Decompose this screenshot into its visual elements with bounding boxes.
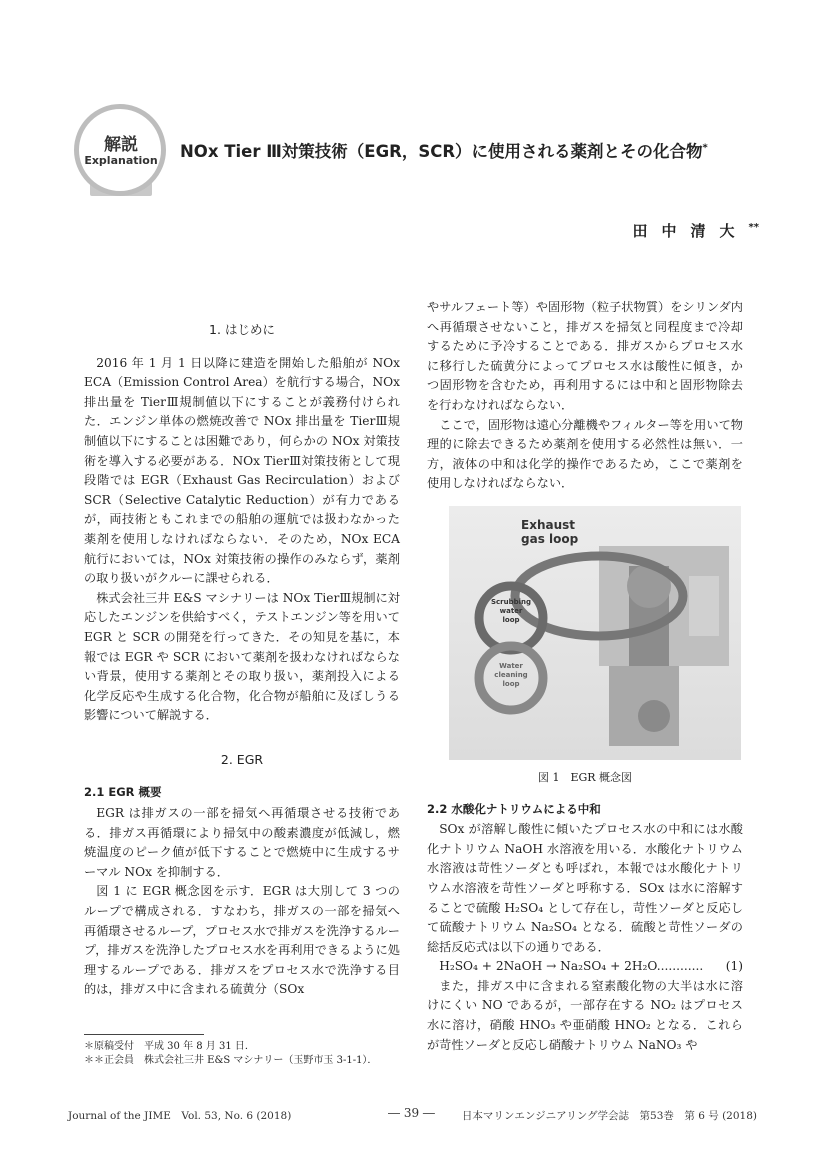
subsection-heading-egr-overview: 2.1 EGR 概要	[84, 785, 162, 800]
egr-concept-figure	[449, 506, 741, 760]
left-column	[84, 294, 400, 1000]
paragraph: SOx が溶解し酸性に傾いたプロセス水の中和には水酸化ナトリウム NaOH 水溶液を用いる．水酸化ナトリウム水溶液は苛性ソーダとも呼ばれ，本報では水酸化ナトリウム水溶液を苛性ソーダと呼称する．SOx は水に溶解することで硫酸 H₂SO₄ として存在し，苛性ソーダと反応して硫酸ナトリウム Na₂SO₄ となる．硫酸と苛性ソーダの総括反応式は以下の通りである．	[427, 822, 743, 954]
subsection-heading-neutralization: 2.2 水酸化ナトリウムによる中和	[427, 801, 601, 816]
chemical-equation	[427, 957, 743, 977]
label-exhaust-gas-loop: Exhaust gas loop	[521, 517, 579, 546]
equation-number: (1)	[725, 959, 743, 974]
paragraph: 株式会社三井 E&S マシナリーは NOx TierⅢ規制に対応したエンジンを供給すべく，テストエンジン等を用いて EGR と SCR の開発を行ってきた．その知見を基に，本報では EGR や SCR において薬剤を扱わなければならない背景，使用する薬剤とその取り扱い，薬剤投入による化学反応や生成する化合物，化合物が船舶に及ぼしうる影響について解説する．	[84, 590, 400, 723]
right-column	[427, 298, 743, 1055]
badge-label-ja: 解説	[104, 135, 138, 155]
paragraph: やサルフェート等）や固形物（粒子状物質）をシリンダ内へ再循環させないこと，排ガスを掃気と同程度まで冷却するために予冷することである．排ガスからプロセス水に移行した硫黄分によってプロセス水は酸性に傾き，かつ固形物を含むため，再利用するには中和と固形物除去を行わなければならない．	[427, 300, 743, 412]
equation-text: H₂SO₄ + 2NaOH → Na₂SO₄ + 2H₂O............	[439, 959, 704, 974]
label-scrubbing-water-loop: Scrubbing water loop	[490, 597, 532, 624]
paragraph: 2016 年 1 月 1 日以降に建造を開始した船舶が NOx ECA（Emission Control Area）を航行する場合，NOx 排出量を TierⅢ規制値以下にすることが義務付けられた．エンジン単体の燃焼改善で NOx 排出量を TierⅢ規制値以下にすることは困難であり，何らかの NOx 対策技術を導入する必要がある．NOx TierⅢ対策技術として現段階では EGR（Exhaust Gas Recirculation）および SCR（Selective Catalytic Reduction）が有力であるが，両技術ともこれまでの船舶の運航では扱わなかった薬剤を使用しなければならない．そのため，NOx ECA 航行においては，NOx 対策技術の操作のみならず，薬剤の取り扱いがクルーに課せられる．	[84, 355, 400, 586]
author: 田中清大**	[632, 222, 759, 240]
paragraph: EGR は排ガスの一部を掃気へ再循環させる技術である．排ガス再循環により掃気中の酸素濃度が低減し，燃焼温度のピーク値が低下することで燃焼中に生成するサーマル NOx を抑制する．	[84, 806, 400, 879]
paragraph: また，排ガス中に含まれる窒素酸化物の大半は水に溶けにくい NO であるが，一部存在する NO₂ はプロセス水に溶け，硝酸 HNO₃ や亜硝酸 HNO₂ となる．これらが苛性ソーダと反応し硝酸ナトリウム NaNO₃ や	[427, 978, 743, 1052]
engine-illustration	[449, 506, 741, 760]
footer-journal: Journal of the JIME Vol. 53, No. 6 (2018)	[68, 1110, 292, 1122]
page-number: ― 39 ―	[388, 1106, 435, 1120]
article-title: NOx Tier Ⅲ対策技術（EGR，SCR）に使用される薬剤とその化合物*	[180, 142, 708, 161]
footer-journal-ja: 日本マリンエンジニアリング学会誌 第53巻 第 6 号 (2018)	[461, 1110, 757, 1122]
paragraph: ここで，固形物は遠心分離機やフィルター等を用いて物理的に除去できるため薬剤を使用する必然性は無い．一方，液体の中和は化学的操作であるため，ここで薬剤を使用しなければならない．	[427, 417, 743, 491]
paragraph: 図 1 に EGR 概念図を示す．EGR は大別して 3 つのループで構成される．すなわち，排ガスの一部を掃気へ再循環させるループ，プロセス水で排ガスを洗浄するループ，排ガスを洗浄したプロセス水を再利用できるように処理するループである．排ガスをプロセス水で洗浄する目的は，排ガス中に含まれる硫黄分（SOx	[84, 884, 400, 997]
section-heading-egr: 2. EGR	[220, 751, 264, 767]
figure-caption: 図 1 EGR 概念図	[537, 770, 633, 784]
label-water-cleaning-loop: Water cleaning loop	[494, 661, 528, 688]
footnote-received: ＊原稿受付 平成 30 年 8 月 31 日．	[84, 1041, 255, 1052]
footnote-affiliation: ＊＊正会員 株式会社三井 E&S マシナリー（玉野市玉 3-1-1）．	[84, 1055, 378, 1066]
footnotes	[84, 1040, 400, 1068]
section-heading-intro: 1. はじめに	[209, 322, 275, 337]
badge-label-en: Explanation	[84, 154, 158, 167]
footnote-rule	[84, 1034, 204, 1035]
explanation-badge	[72, 102, 170, 200]
